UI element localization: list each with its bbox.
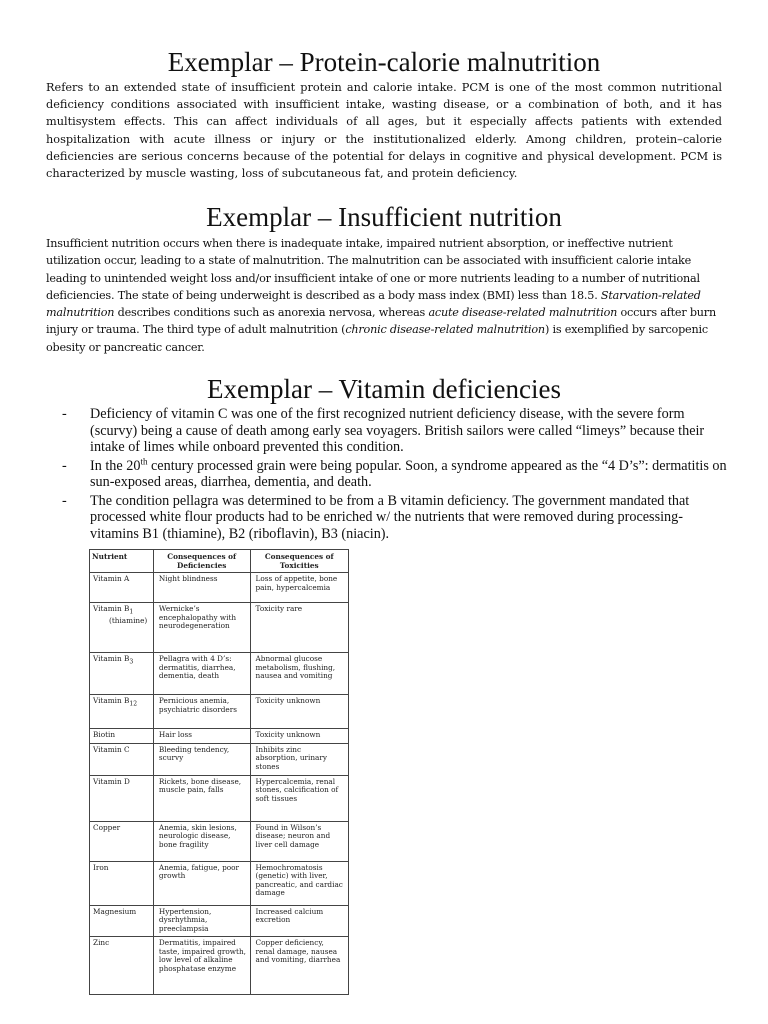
nutrient-name: Vitamin B bbox=[93, 696, 130, 705]
nutrient-cell bbox=[90, 905, 154, 937]
nutrient-cell bbox=[90, 653, 154, 695]
table-row bbox=[90, 821, 349, 861]
table-row bbox=[90, 695, 349, 729]
vitamin-deficiencies-heading: Exemplar – Vitamin deficiencies bbox=[206, 374, 561, 404]
nutrient-alias: (thiamine) bbox=[109, 615, 148, 625]
bullet-text: century processed grain were being popular. Soon, a syndrome appeared as the “4 D’s”: dermatitis on sun-exposed areas, diarrhea, dementia, and death. bbox=[90, 457, 727, 490]
toxicity-cell: Toxicity rare bbox=[250, 603, 348, 653]
toxicity-cell: Toxicity unknown bbox=[250, 695, 348, 729]
nutrient-name: Zinc bbox=[93, 938, 110, 947]
pcm-paragraph: Refers to an extended state of insufficient protein and calorie intake. PCM is one of the most common nutritional deficiency conditions associated with insufficient intake, wasting disease, or a combination of both, and it has multisystem effects. This can affect individuals of all ages, but it especially affects patients with extended hospitalization with acute illness or injury or the institutionalized elderly. Among children, protein–calorie deficiencies are serious concerns because of the potential for delays in cognitive and physical development. PCM is characterized by muscle wasting, loss of subcutaneous fat, and protein deficiency. bbox=[46, 81, 722, 181]
table-row bbox=[90, 603, 349, 653]
nutrient-name: Copper bbox=[93, 822, 121, 832]
column-header: Consequences of Toxicities bbox=[250, 550, 348, 573]
toxicity-cell: Inhibits zinc absorption, urinary stones bbox=[250, 743, 348, 775]
superscript: th bbox=[140, 455, 148, 466]
nutrient-cell bbox=[90, 821, 154, 861]
table-row bbox=[90, 775, 349, 821]
pcm-heading: Exemplar – Protein-calorie malnutrition bbox=[167, 47, 601, 77]
toxicity-cell: Hemochromatosis (genetic) with liver, pancreatic, and cardiac damage bbox=[250, 861, 348, 905]
table-row bbox=[90, 937, 349, 995]
table-header-row bbox=[90, 550, 349, 573]
table-row bbox=[90, 743, 349, 775]
bullet-text: In the 20 bbox=[90, 457, 141, 474]
italic-term: chronic disease-related malnutrition bbox=[345, 323, 545, 337]
toxicity-cell: Found in Wilson’s disease; neuron and liver cell damage bbox=[250, 821, 348, 861]
toxicity-cell: Copper deficiency, renal damage, nausea and vomiting, diarrhea bbox=[250, 937, 348, 995]
toxicity-cell: Abnormal glucose metabolism, flushing, nausea and vomiting bbox=[250, 653, 348, 695]
bullet-text: The condition pellagra was determined to be from a B vitamin deficiency. The government mandated that processed white flour products had to be enriched w/ the nutrients that were removed during processing- vitamins B1 (thiamine), B2 (riboflavin), B3 (niacin). bbox=[90, 492, 690, 542]
italic-term: acute disease-related malnutrition bbox=[428, 306, 618, 320]
deficiency-cell: Pellagra with 4 D’s: dermatitis, diarrhea, dementia, death bbox=[153, 653, 250, 695]
column-header: Consequences of Deficiencies bbox=[153, 550, 250, 573]
nutrient-name: Vitamin A bbox=[93, 574, 130, 583]
bullet-marker: - bbox=[62, 492, 67, 509]
toxicity-cell: Toxicity unknown bbox=[250, 729, 348, 744]
table-row bbox=[90, 905, 349, 937]
deficiency-cell: Dermatitis, impaired taste, impaired growth, low level of alkaline phosphatase enzyme bbox=[153, 937, 250, 995]
nutrient-name: Vitamin B bbox=[93, 654, 130, 663]
nutrient-cell bbox=[90, 573, 154, 603]
table-row bbox=[90, 729, 349, 744]
table-row bbox=[90, 861, 349, 905]
nutrient-name: Magnesium bbox=[93, 906, 137, 916]
nutrient-cell bbox=[90, 729, 154, 744]
insufficient-nutrition-paragraph bbox=[46, 235, 722, 356]
nutrient-table bbox=[89, 549, 349, 995]
list-item bbox=[62, 406, 732, 456]
nutrient-name: Biotin bbox=[93, 730, 116, 739]
deficiency-cell: Bleeding tendency, scurvy bbox=[153, 743, 250, 775]
list-item bbox=[62, 493, 732, 543]
nutrient-cell bbox=[90, 937, 154, 995]
deficiency-cell: Anemia, skin lesions, neurologic disease, bone fragility bbox=[153, 821, 250, 861]
bullet-text: Deficiency of vitamin C was one of the first recognized nutrient deficiency disease, with the severe form (scurvy) being a cause of death among early sea voyagers. British sailors were called “limeys” because their intake of limes while onboard prevented this condition. bbox=[90, 406, 705, 455]
toxicity-cell: Loss of appetite, bone pain, hypercalcemia bbox=[250, 573, 348, 603]
insufficient-nutrition-heading: Exemplar – Insufficient nutrition bbox=[206, 202, 562, 232]
italic-term: Starvation-related malnutrition bbox=[46, 288, 701, 320]
column-header: Nutrient bbox=[90, 550, 154, 573]
deficiency-cell: Anemia, fatigue, poor growth bbox=[153, 861, 250, 905]
deficiency-cell: Hypertension, dysrhythmia, preeclampsia bbox=[153, 905, 250, 937]
vitamin-bullet-list bbox=[62, 406, 732, 544]
toxicity-cell: Increased calcium excretion bbox=[250, 905, 348, 937]
nutrient-cell bbox=[90, 775, 154, 821]
nutrient-name: Vitamin D bbox=[93, 776, 130, 786]
nutrient-name: Iron bbox=[93, 862, 109, 872]
table-row bbox=[90, 653, 349, 695]
deficiency-cell: Pernicious anemia, psychiatric disorders bbox=[153, 695, 250, 729]
bullet-marker: - bbox=[62, 406, 67, 422]
deficiency-cell: Wernicke’s encephalopathy with neurodegeneration bbox=[153, 603, 250, 653]
nutrient-cell bbox=[90, 695, 154, 729]
list-item bbox=[62, 455, 732, 491]
paragraph-text: occurs after burn injury or trauma. The third type of adult malnutrition ( bbox=[46, 306, 716, 337]
paragraph-text: ) is exemplified by sarcopenic obesity or pancreatic cancer. bbox=[46, 323, 708, 354]
nutrient-subscript: 3 bbox=[129, 658, 134, 666]
paragraph-text: describes conditions such as anorexia nervosa, whereas bbox=[114, 306, 429, 320]
deficiency-cell: Rickets, bone disease, muscle pain, falls bbox=[153, 775, 250, 821]
toxicity-cell: Hypercalcemia, renal stones, calcification of soft tissues bbox=[250, 775, 348, 821]
deficiency-cell: Night blindness bbox=[153, 573, 250, 603]
nutrient-cell bbox=[90, 603, 154, 653]
bullet-marker: - bbox=[62, 457, 67, 474]
paragraph-text: Insufficient nutrition occurs when there is inadequate intake, impaired nutrient absorption, or ineffective nutrient utilization occur, leading to a state of malnutrition. The malnutrition can be associated with insufficient calorie intake leading to unintended weight loss and/or insufficient intake of one or more nutrients leading to a number of nutritional deficiencies. The state of being underweight is described as a body mass index (BMI) less than 18.5. bbox=[46, 237, 700, 302]
nutrient-name: Vitamin B bbox=[93, 604, 130, 613]
nutrient-cell bbox=[90, 861, 154, 905]
table-row bbox=[90, 573, 349, 603]
nutrient-subscript: 1 bbox=[129, 608, 134, 616]
deficiency-cell: Hair loss bbox=[153, 729, 250, 744]
nutrient-cell bbox=[90, 743, 154, 775]
nutrient-subscript: 12 bbox=[129, 700, 138, 708]
nutrient-name: Vitamin C bbox=[93, 744, 130, 754]
